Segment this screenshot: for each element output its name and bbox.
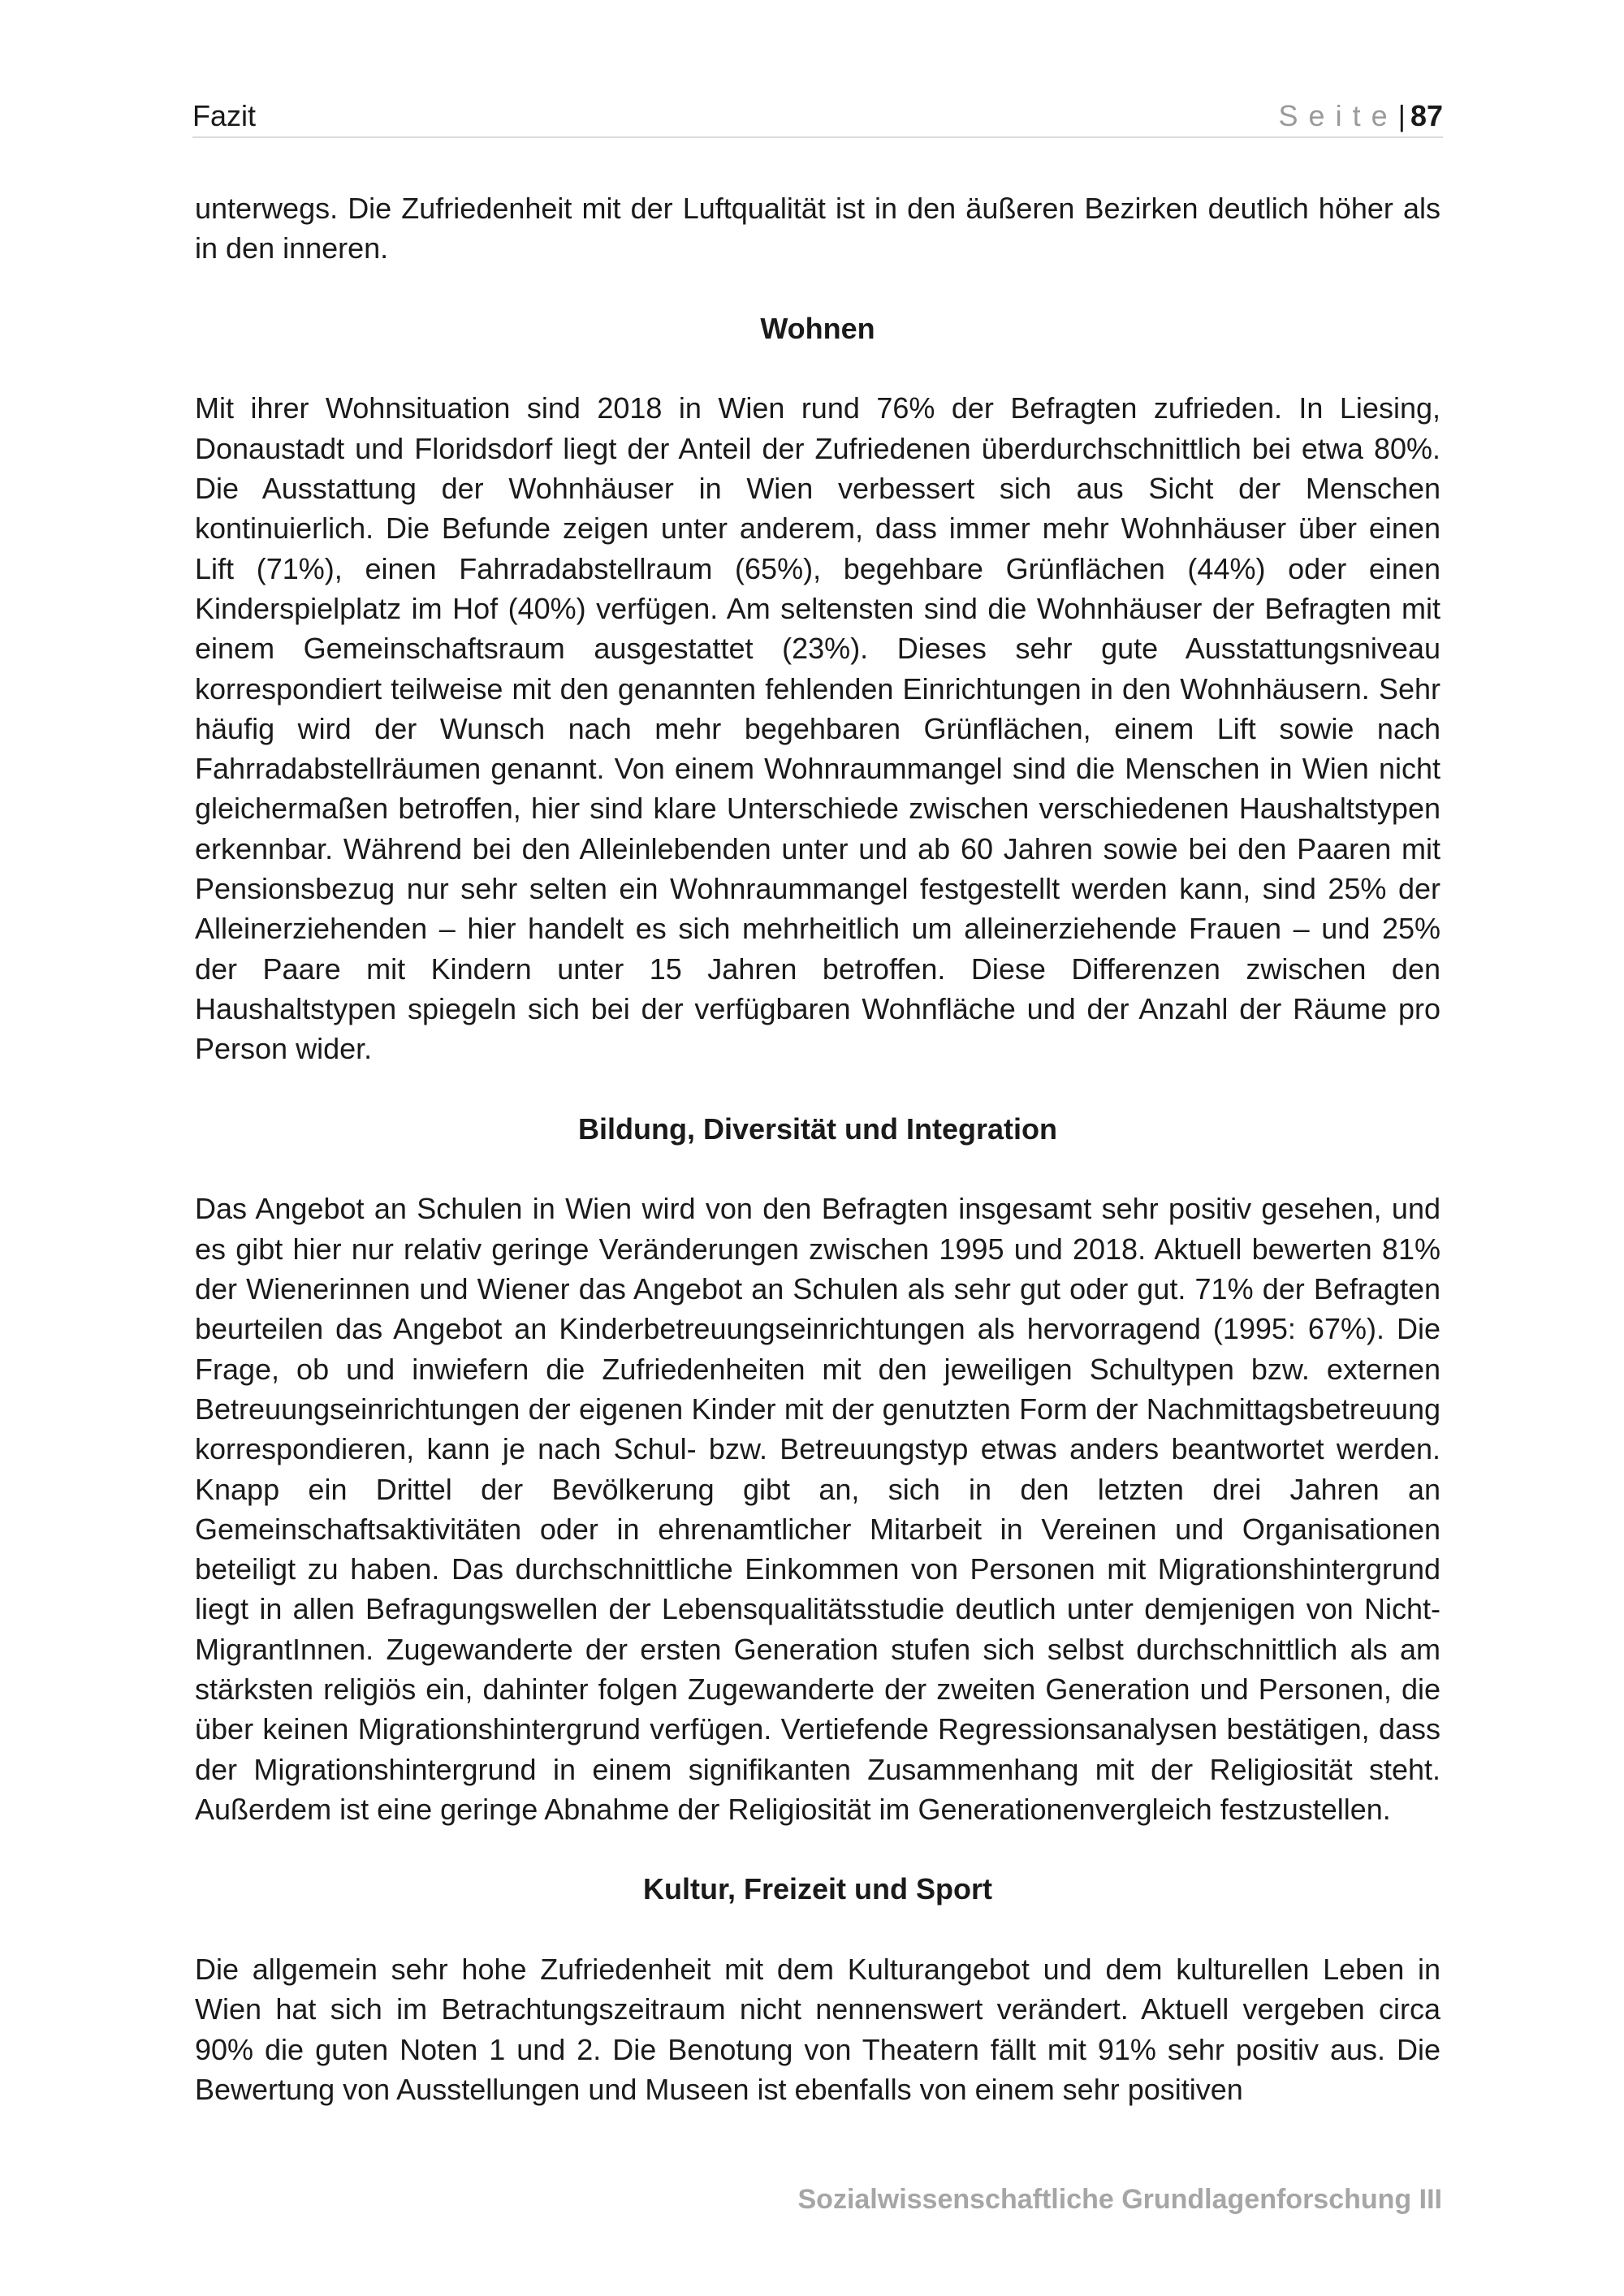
heading-wohnen: Wohnen	[760, 311, 875, 345]
page-number: 87	[1410, 99, 1443, 132]
page-label: Seite	[1278, 99, 1398, 132]
running-head-section: Fazit	[192, 99, 257, 132]
paragraph-wohnen: Mit ihrer Wohnsituation sind 2018 in Wien rund 76% der Befragten zufrieden. In Liesing, Donaustadt und Floridsdorf liegt der Anteil der Zufriedenen überdurchschnittlich bei etwa 80%. Die Ausstattung der Wohnhäuser in Wien verbessert sich aus Sicht der Menschen kontinuierlich. Die Befunde zeigen unter anderem, dass immer mehr Wohnhäuser über einen Lift (71%), einen Fahrradabstellraum (65%), begehbare Grünflächen (44%) oder einen Kinderspielplatz im Hof (40%) verfügen. Am seltensten sind die Wohnhäuser der Befragten mit einem Gemeinschaftsraum ausgestattet (23%). Dieses sehr gute Ausstattungsniveau korrespondiert teilweise mit den genannten fehlenden Einrichtungen in den Wohnhäusern. Sehr häufig wird der Wunsch nach mehr begehbaren Grünflächen, einem Lift sowie nach Fahrradabstellräumen genannt. Von einem Wohnraummangel sind die Menschen in Wien nicht gleichermaßen betroffen, hier sind klare Unterschiede zwischen verschiedenen Haushaltstypen erkennbar. Während bei den Alleinlebenden unter und ab 60 Jahren sowie bei den Paaren mit Pensionsbezug nur sehr selten ein Wohnraummangel festgestellt werden kann, sind 25% der Alleinerziehenden – hier handelt es sich mehrheitlich um alleinerziehende Frauen – und 25% der Paare mit Kindern unter 15 Jahren betroffen. Diese Differenzen zwischen den Haushaltstypen spiegeln sich bei der verfügbaren Wohnfläche und der Anzahl der Räume pro Person wider.	[195, 391, 1440, 1066]
page-separator: |	[1397, 99, 1406, 132]
page-footer: Sozialwissenschaftliche Grundlagenforschung III	[797, 2184, 1442, 2215]
paragraph-intro: unterwegs. Die Zufriedenheit mit der Luftqualität ist in den äußeren Bezirken deutlich höher als in den inneren.	[195, 192, 1440, 265]
heading-bildung: Bildung, Diversität und Integration	[577, 1111, 1057, 1146]
page-body	[195, 188, 1440, 2109]
heading-kultur: Kultur, Freizeit und Sport	[643, 1872, 992, 1906]
page-indicator	[1279, 96, 1443, 136]
paragraph-kultur: Die allgemein sehr hohe Zufriedenheit mit dem Kulturangebot und dem kulturellen Leben in Wien hat sich im Betrachtungszeitraum nicht nennenswert verändert. Aktuell vergeben circa 90% die guten Noten 1 und 2. Die Benotung von Theatern fällt mit 91% sehr positiv aus. Die Bewertung von Ausstellungen und Museen ist ebenfalls von einem sehr positiven	[195, 1953, 1440, 2106]
page-header	[192, 96, 1443, 138]
paragraph-bildung: Das Angebot an Schulen in Wien wird von den Befragten insgesamt sehr positiv gesehen, und es gibt hier nur relativ geringe Veränderungen zwischen 1995 und 2018. Aktuell bewerten 81% der Wienerinnen und Wiener das Angebot an Schulen als sehr gut oder gut. 71% der Befragten beurteilen das Angebot an Kinderbetreuungseinrichtungen als hervorragend (1995: 67%). Die Frage, ob und inwiefern die Zufriedenheiten mit den jeweiligen Schultypen bzw. externen Betreuungseinrichtungen der eigenen Kinder mit der genutzten Form der Nachmittagsbetreuung korrespondieren, kann je nach Schul- bzw. Betreuungstyp etwas anders beantwortet werden. Knapp ein Drittel der Bevölkerung gibt an, sich in den letzten drei Jahren an Gemeinschaftsaktivitäten oder in ehrenamtlicher Mitarbeit in Vereinen und Organisationen beteiligt zu haben. Das durchschnittliche Einkommen von Personen mit Migrationshintergrund liegt in allen Befragungswellen der Lebensqualitätsstudie deutlich unter demjenigen von Nicht-MigrantInnen. Zugewanderte der ersten Generation stufen sich selbst durchschnittlich als am stärksten religiös ein, dahinter folgen Zugewanderte der zweiten Generation und Personen, die über keinen Migrationshintergrund verfügen. Vertiefende Regressionsanalysen bestätigen, dass der Migrationshintergrund in einem signifikanten Zusammenhang mit der Religiosität steht. Außerdem ist eine geringe Abnahme der Religiosität im Generationenvergleich festzustellen.	[195, 1192, 1440, 1826]
